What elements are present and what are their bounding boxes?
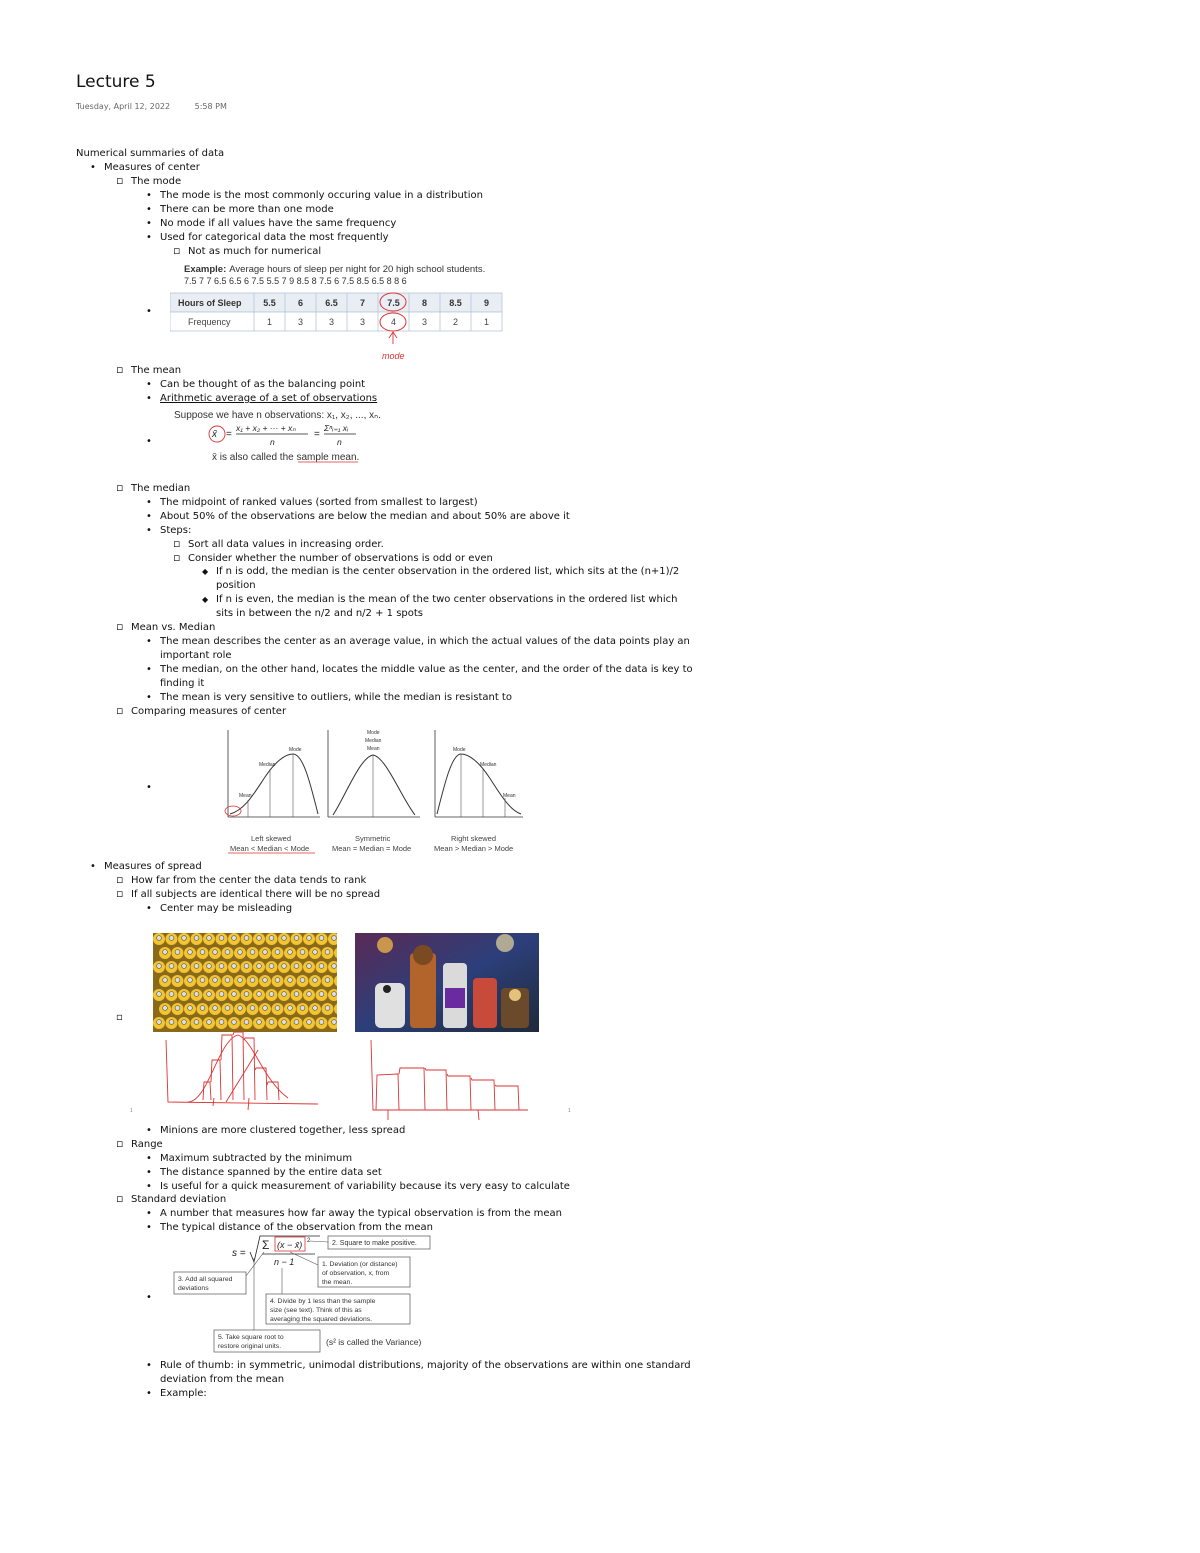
note-line: • The mode is the most commonly occuring value in a distribution: [160, 189, 483, 203]
note-line: • The distance spanned by the entire data set: [160, 1166, 382, 1180]
minion-goggle: [288, 950, 293, 955]
sd-box-5-line-1: 5. Take square root to: [218, 1334, 284, 1341]
note-line: • Minions are more clustered together, less spread: [160, 1124, 405, 1138]
minion-goggle: [207, 992, 212, 997]
page-title: Lecture 5: [76, 72, 156, 92]
minion-goggle: [300, 950, 305, 955]
minion-goggle: [232, 1020, 237, 1025]
sd-box-1-line-1: 1. Deviation (or distance): [322, 1261, 398, 1268]
minion-goggle: [275, 1006, 280, 1011]
bullet-marker: •: [146, 306, 152, 317]
mean-formula-num2: Σⁿᵢ₌₁ xᵢ: [324, 423, 349, 433]
sym-mode-label: Mode: [367, 730, 380, 736]
svg-text:1: 1: [130, 1108, 133, 1114]
bullet-marker: ▫: [116, 1012, 123, 1023]
note-line: • Is useful for a quick measurement of variability because its very easy to calculate: [160, 1180, 570, 1194]
minion-goggle: [300, 1006, 305, 1011]
bullet-marker: •: [146, 1292, 152, 1303]
table-cell: 2: [452, 317, 459, 327]
minion-goggle: [294, 1020, 299, 1025]
page-date: [76, 102, 249, 111]
minion-goggle: [169, 992, 174, 997]
minion-goggle: [244, 992, 249, 997]
minion-goggle: [250, 978, 255, 983]
note-line: ▫ Comparing measures of center: [131, 705, 286, 719]
minion-goggle: [232, 936, 237, 941]
note-line: ◆ If n is odd, the median is the center observation in the ordered list, which sits at the (n+1)/2: [216, 565, 679, 579]
minion-goggle: [244, 1020, 249, 1025]
minion-goggle: [269, 964, 274, 969]
minion-goggle: [232, 964, 237, 969]
minion-goggle: [325, 1006, 330, 1011]
minion-goggle: [332, 992, 337, 997]
note-line: finding it: [160, 678, 205, 689]
left-skewed-panel: [225, 730, 320, 853]
note-line: • The mean is very sensitive to outliers, while the median is resistant to: [160, 691, 512, 705]
minion-goggle: [325, 950, 330, 955]
minion-goggle: [294, 992, 299, 997]
minion-goggle: [257, 964, 262, 969]
minion-goggle: [263, 1006, 268, 1011]
sd-box-4-line-2: size (see text). Think of this as: [270, 1307, 362, 1314]
mean-formula-lhs: x̄: [212, 429, 217, 440]
bullet-marker: •: [146, 782, 152, 793]
note-line: • The midpoint of ranked values (sorted from smallest to largest): [160, 496, 478, 510]
mean-formula-footer: x̄ is also called the sample mean.: [212, 452, 360, 463]
minion-goggle: [269, 1020, 274, 1025]
minion-goggle: [257, 1020, 262, 1025]
minion-goggle: [194, 964, 199, 969]
table-cell: 1: [266, 317, 273, 327]
minion-goggle: [238, 978, 243, 983]
note-line: • The median, on the other hand, locates the middle value as the center, and the order of the data is key to: [160, 663, 693, 677]
minion-goggle: [288, 1006, 293, 1011]
center-comparison-figure: [215, 722, 535, 862]
variance-note: (s² is called the Variance): [326, 1337, 422, 1347]
minion-goggle: [182, 964, 187, 969]
minion-goggle: [175, 1006, 180, 1011]
minion-goggle: [219, 992, 224, 997]
svg-text:=: =: [226, 429, 232, 440]
sd-box-4-line-3: averaging the squared deviations.: [270, 1316, 373, 1323]
right-mean-label: Mean: [503, 793, 516, 799]
minion-goggle: [157, 964, 162, 969]
minion-goggle: [263, 950, 268, 955]
minion-goggle: [232, 992, 237, 997]
minion-goggle: [244, 964, 249, 969]
note-line: ▫ Standard deviation: [131, 1193, 226, 1207]
right-median-label: Median: [480, 762, 497, 768]
minions-crowd-image: [153, 933, 337, 1032]
sym-mean-label: Mean: [367, 746, 380, 752]
minion-goggle: [319, 992, 324, 997]
note-line: ▫ The mean: [131, 364, 181, 378]
minion-goggle: [294, 964, 299, 969]
minion-goggle: [182, 992, 187, 997]
note-line: ▫ Sort all data values in increasing order.: [188, 538, 384, 552]
minion-goggle: [207, 1020, 212, 1025]
symmetric-panel: [328, 730, 420, 853]
minion-goggle: [157, 1020, 162, 1025]
time-text: 5:58 PM: [194, 102, 227, 111]
svg-text:n − 1: n − 1: [274, 1257, 295, 1267]
mean-formula-num: x₁ + x₂ + ··· + xₙ: [236, 423, 296, 433]
minion-goggle: [307, 964, 312, 969]
minion-goggle: [325, 978, 330, 983]
minion-goggle: [275, 978, 280, 983]
note-line: Numerical summaries of data: [76, 148, 225, 159]
sd-box-1-line-2: of observation, x, from: [322, 1270, 390, 1277]
minion-goggle: [319, 964, 324, 969]
minion-goggle: [169, 1020, 174, 1025]
minion-goggle: [182, 1020, 187, 1025]
svg-text:(x − x̄): (x − x̄): [277, 1240, 303, 1250]
minion-goggle: [282, 964, 287, 969]
left-median-label: Median: [259, 762, 276, 768]
minion-goggle: [332, 964, 337, 969]
right-mode-label: Mode: [453, 747, 466, 753]
left-mode-label: Mode: [289, 747, 302, 753]
left-caption-1: Left skewed: [251, 834, 292, 843]
sd-box-4-line-1: 4. Divide by 1 less than the sample: [270, 1298, 376, 1305]
minion-goggle: [257, 936, 262, 941]
note-line: ▫ Not as much for numerical: [188, 245, 321, 259]
note-line: ▫ How far from the center the data tends to rank: [131, 874, 366, 888]
minion-goggle: [219, 964, 224, 969]
sym-median-label: Median: [365, 738, 382, 744]
svg-text:s =: s =: [232, 1248, 246, 1259]
sd-box-3-line-2: deviations: [178, 1285, 209, 1292]
hand-drawn-histograms: [128, 1030, 578, 1120]
minion-goggle: [169, 964, 174, 969]
minion-goggle: [282, 992, 287, 997]
minion-goggle: [313, 950, 318, 955]
minion-goggle: [319, 936, 324, 941]
minion-goggle: [288, 978, 293, 983]
sym-caption-1: Symmetric: [355, 834, 391, 843]
svg-text:Example:Average hours of sleep: [184, 264, 485, 275]
table-header-cell: 7.5: [387, 298, 400, 308]
note-line: ▫ Mean vs. Median: [131, 621, 215, 635]
minion-goggle: [163, 950, 168, 955]
minion-goggle: [244, 936, 249, 941]
note-line: • Measures of center: [104, 161, 200, 175]
mean-formula-intro: Suppose we have n observations: x₁, x₂, ..., xₙ.: [174, 410, 381, 421]
minion-goggle: [200, 978, 205, 983]
table-header-cell: 5.5: [263, 298, 276, 308]
table-cell: 3: [328, 317, 335, 327]
minion-goggle: [188, 1006, 193, 1011]
minion-goggle: [313, 1006, 318, 1011]
left-mean-label: Mean: [239, 793, 252, 799]
minion-goggle: [250, 950, 255, 955]
minion-goggle: [175, 950, 180, 955]
svg-text:=: =: [314, 429, 320, 440]
minion-goggle: [332, 1020, 337, 1025]
minion-goggle: [225, 1006, 230, 1011]
note-line: • Maximum subtracted by the minimum: [160, 1152, 352, 1166]
minion-goggle: [319, 1020, 324, 1025]
minion-goggle: [307, 1020, 312, 1025]
bullet-marker: •: [146, 436, 152, 447]
minion-goggle: [225, 978, 230, 983]
minion-goggle: [219, 936, 224, 941]
minion-goggle: [213, 1006, 218, 1011]
mode-example-heading: Average hours of sleep per night for 20 high school students.: [229, 264, 486, 275]
minion-goggle: [332, 936, 337, 941]
note-line: deviation from the mean: [160, 1374, 285, 1385]
table-cell: 3: [297, 317, 304, 327]
minion-goggle: [269, 936, 274, 941]
minion-goggle: [307, 936, 312, 941]
minion-goggle: [225, 950, 230, 955]
note-line: • About 50% of the observations are below the median and about 50% are above it: [160, 510, 570, 524]
table-header-cell: 6.5: [325, 298, 338, 308]
note-line: • Rule of thumb: in symmetric, unimodal distributions, majority of the observations are within one standard: [160, 1359, 691, 1373]
sd-box-1-line-3: the mean.: [322, 1279, 353, 1286]
minion-goggle: [175, 978, 180, 983]
minion-goggle: [200, 1006, 205, 1011]
sd-box-5-line-2: restore original units.: [218, 1343, 282, 1350]
note-line: ◆ If n is even, the median is the mean of the two center observations in the ordered list which: [216, 593, 678, 607]
note-line: • The typical distance of the observation from the mean: [160, 1221, 433, 1235]
right-caption-1: Right skewed: [451, 834, 497, 843]
minion-goggle: [194, 1020, 199, 1025]
mean-formula-den2: n: [337, 437, 342, 447]
mode-example-data: 7.5 7 7 6.5 6.5 6 7.5 5.5 7 9 8.5 8 7.5 6 7.5 8.5 6.5 8 8 6: [184, 276, 407, 286]
minion-goggle: [207, 964, 212, 969]
svg-text:1: 1: [568, 1108, 571, 1114]
minion-goggle: [157, 936, 162, 941]
note-line: • Used for categorical data the most frequently: [160, 231, 389, 245]
note-line: • Steps:: [160, 524, 191, 538]
note-line: important role: [160, 650, 232, 661]
minion-goggle: [307, 992, 312, 997]
minion-goggle: [163, 978, 168, 983]
table-row-label: Frequency: [188, 317, 231, 327]
table-header-cell: 8.5: [449, 298, 462, 308]
minion-goggle: [313, 978, 318, 983]
left-caption-2: Mean < Median < Mode: [230, 844, 310, 853]
svg-text:Σ: Σ: [262, 1238, 270, 1252]
table-header-cell: 7: [359, 298, 366, 308]
minion-goggle: [238, 1006, 243, 1011]
minion-goggle: [294, 936, 299, 941]
note-line: • Example:: [160, 1387, 207, 1401]
table-header-cell: 6: [297, 298, 304, 308]
minion-goggle: [269, 992, 274, 997]
note-line: • The mean describes the center as an average value, in which the actual values of the data points play an: [160, 635, 690, 649]
minion-goggle: [250, 1006, 255, 1011]
minion-goggle: [163, 1006, 168, 1011]
date-text: Tuesday, April 12, 2022: [76, 102, 171, 111]
minion-goggle: [275, 950, 280, 955]
table-cell: 3: [359, 317, 366, 327]
minion-goggle: [157, 992, 162, 997]
minion-goggle: [282, 936, 287, 941]
mean-formula-den: n: [270, 437, 275, 447]
toy-story-image: [355, 933, 539, 1032]
mean-formula-figure: [170, 404, 390, 466]
right-skewed-panel: [434, 730, 523, 853]
minion-goggle: [282, 1020, 287, 1025]
minion-goggle: [169, 936, 174, 941]
minion-goggle: [219, 1020, 224, 1025]
minion-goggle: [207, 936, 212, 941]
sym-caption-2: Mean = Median = Mode: [332, 844, 412, 853]
table-cell: 1: [483, 317, 490, 327]
mode-example-heading-bold: Example:: [184, 264, 227, 275]
sd-box-2: 2. Square to make positive.: [332, 1240, 417, 1247]
note-line: • No mode if all values have the same frequency: [160, 217, 396, 231]
note-line: • Can be thought of as the balancing point: [160, 378, 365, 392]
note-line: sits in between the n/2 and n/2 + 1 spots: [216, 608, 423, 619]
minion-goggle: [182, 936, 187, 941]
minion-goggle: [257, 992, 262, 997]
note-line: • A number that measures how far away the typical observation is from the mean: [160, 1207, 562, 1221]
mode-example-figure: [170, 258, 510, 364]
note-line: ▫ Consider whether the number of observations is odd or even: [188, 552, 493, 566]
note-line: • There can be more than one mode: [160, 203, 334, 217]
minion-goggle: [188, 978, 193, 983]
table-cell: 3: [421, 317, 428, 327]
right-caption-2: Mean > Median > Mode: [434, 844, 514, 853]
minion-goggle: [263, 978, 268, 983]
svg-text:2: 2: [307, 1238, 311, 1244]
sd-box-3-line-1: 3. Add all squared: [178, 1276, 233, 1283]
minion-goggle: [200, 950, 205, 955]
table-header-cell: 9: [483, 298, 490, 308]
minion-goggle: [213, 978, 218, 983]
note-line: ▫ The median: [131, 482, 190, 496]
minion-goggle: [194, 936, 199, 941]
table-cell: 4: [390, 317, 397, 327]
note-line: • Center may be misleading: [160, 902, 292, 916]
note-line: ▫ Range: [131, 1138, 163, 1152]
note-line: ▫ The mode: [131, 175, 181, 189]
minion-goggle: [213, 950, 218, 955]
std-dev-formula-figure: [170, 1232, 450, 1354]
minion-goggle: [300, 978, 305, 983]
table-header-cell: 8: [421, 298, 428, 308]
minion-goggle: [188, 950, 193, 955]
note-line: position: [216, 580, 256, 591]
minion-goggle: [238, 950, 243, 955]
note-line: • Measures of spread: [104, 860, 202, 874]
note-line: ▫ If all subjects are identical there will be no spread: [131, 888, 380, 902]
note-line: • Arithmetic average of a set of observations: [160, 392, 377, 406]
minion-goggle: [194, 992, 199, 997]
mode-annotation: mode: [382, 351, 405, 361]
table-header-label: Hours of Sleep: [178, 298, 242, 308]
